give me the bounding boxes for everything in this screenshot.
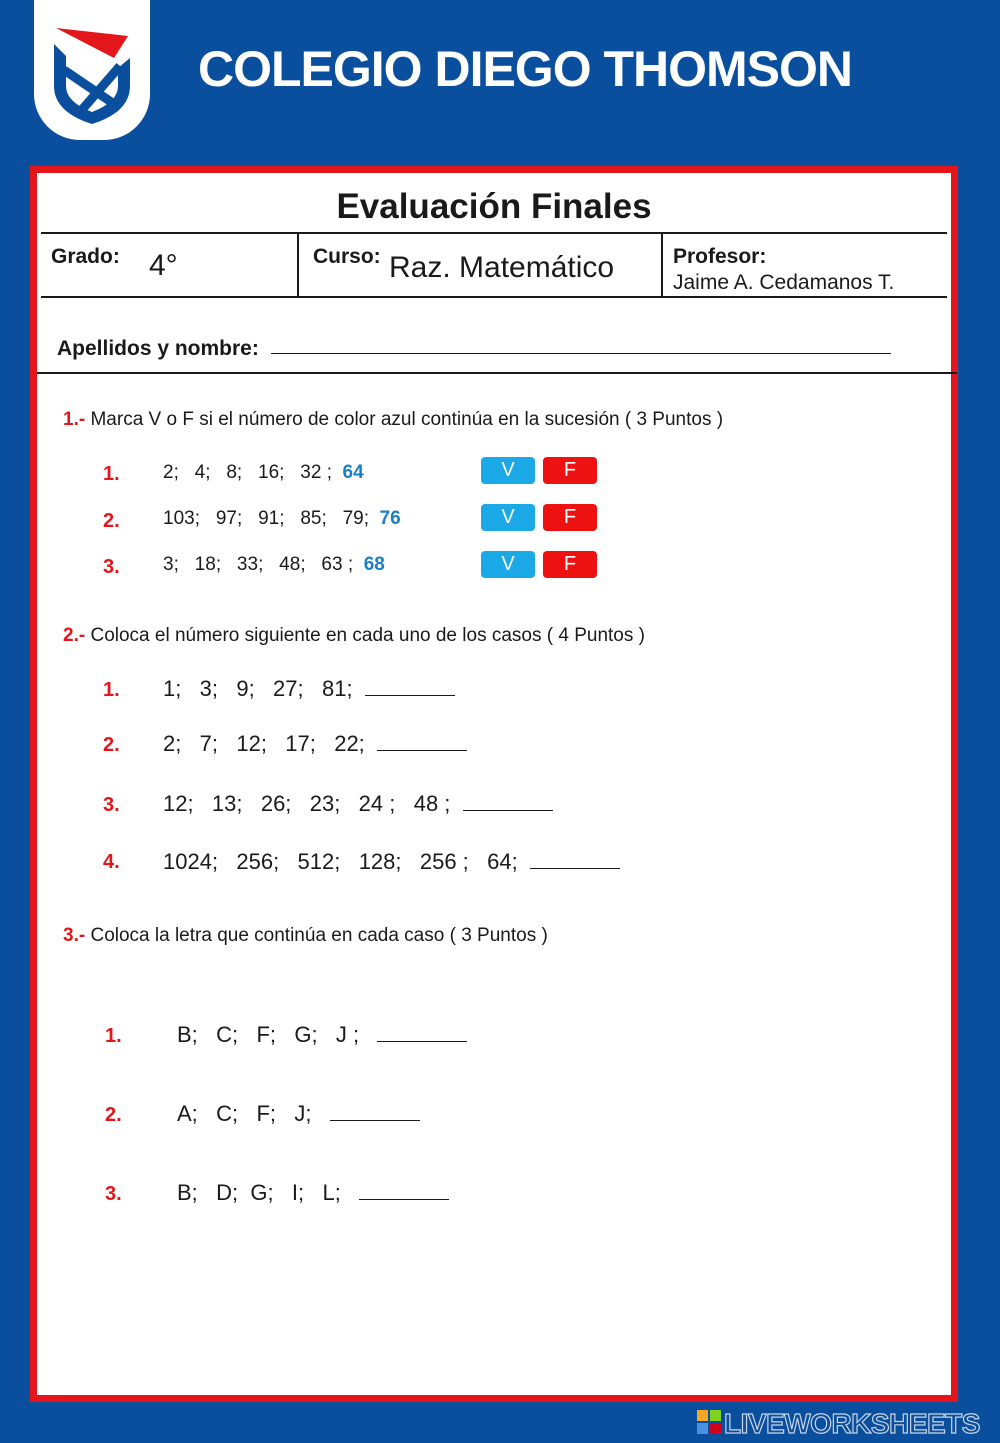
highlight-number: 64 xyxy=(342,462,364,483)
q1-sequence xyxy=(163,554,385,576)
q3-item-number: 2. xyxy=(105,1104,122,1126)
q3-sequence xyxy=(177,1101,420,1127)
question-1-title xyxy=(63,409,723,431)
sequence-text: 1; 3; 9; 27; 81; xyxy=(163,676,365,701)
liveworksheets-watermark: LIVEWORKSHEETS xyxy=(724,1408,980,1439)
profesor-value: Jaime A. Cedamanos T. xyxy=(673,271,895,294)
school-shield-logo xyxy=(34,0,150,140)
curso-value: Raz. Matemático xyxy=(389,251,615,284)
q2-item-number: 1. xyxy=(103,679,120,701)
answer-blank[interactable] xyxy=(530,850,620,869)
q3-item-number: 1. xyxy=(105,1025,122,1047)
name-input-line[interactable] xyxy=(271,353,891,354)
false-button[interactable]: F xyxy=(543,457,597,484)
q2-sequence xyxy=(163,849,620,875)
true-button[interactable]: V xyxy=(481,457,535,484)
sequence-text: B; D; G; I; L; xyxy=(177,1180,360,1205)
sequence-text: A; C; F; J; xyxy=(177,1101,330,1126)
question-2-title xyxy=(63,625,645,647)
name-label: Apellidos y nombre: xyxy=(57,337,259,360)
question-number: 2.- xyxy=(63,625,86,646)
q2-sequence xyxy=(163,731,467,757)
question-text: Coloca el número siguiente en cada uno de los casos ( 4 Puntos ) xyxy=(85,625,645,646)
divider xyxy=(41,296,947,298)
grado-label: Grado: xyxy=(51,245,120,268)
question-text: Marca V o F si el número de color azul continúa en la sucesión ( 3 Puntos ) xyxy=(85,409,724,430)
sequence-text: 12; 13; 26; 23; 24 ; 48 ; xyxy=(163,791,463,816)
answer-blank[interactable] xyxy=(365,677,455,696)
q1-sequence xyxy=(163,462,364,484)
page-title: Evaluación Finales xyxy=(336,187,652,226)
sequence-text: 2; 7; 12; 17; 22; xyxy=(163,731,378,756)
q3-sequence xyxy=(177,1180,449,1206)
sequence-text: 103; 97; 91; 85; 79; xyxy=(163,508,380,529)
answer-blank[interactable] xyxy=(377,732,467,751)
school-name: COLEGIO DIEGO THOMSON xyxy=(198,41,853,97)
q1-item-number: 1. xyxy=(103,463,120,485)
highlight-number: 76 xyxy=(379,508,401,529)
q2-item-number: 4. xyxy=(103,851,120,873)
question-3-title xyxy=(63,925,548,947)
profesor-label: Profesor: xyxy=(673,245,767,268)
q3-item-number: 3. xyxy=(105,1183,122,1205)
sequence-text: 3; 18; 33; 48; 63 ; xyxy=(163,554,364,575)
false-button[interactable]: F xyxy=(543,551,597,578)
question-number: 3.- xyxy=(63,925,86,946)
answer-blank[interactable] xyxy=(359,1181,449,1200)
question-number: 1.- xyxy=(63,409,86,430)
divider xyxy=(661,234,663,296)
q3-sequence xyxy=(177,1022,467,1048)
highlight-number: 68 xyxy=(363,554,385,575)
sequence-text: B; C; F; G; J ; xyxy=(177,1022,378,1047)
answer-blank[interactable] xyxy=(463,792,553,811)
curso-label: Curso: xyxy=(313,245,381,268)
true-button[interactable]: V xyxy=(481,551,535,578)
answer-blank[interactable] xyxy=(377,1023,467,1042)
q1-item-number: 2. xyxy=(103,510,120,532)
question-text: Coloca la letra que continúa en cada caso ( 3 Puntos ) xyxy=(85,925,548,946)
divider xyxy=(297,234,299,296)
answer-blank[interactable] xyxy=(330,1102,420,1121)
grado-value: 4° xyxy=(149,249,178,282)
q2-sequence xyxy=(163,676,455,702)
shield-emblem-icon xyxy=(34,0,150,140)
true-button[interactable]: V xyxy=(481,504,535,531)
sequence-text: 2; 4; 8; 16; 32 ; xyxy=(163,462,343,483)
sequence-text: 1024; 256; 512; 128; 256 ; 64; xyxy=(163,849,530,874)
worksheet xyxy=(30,166,958,1402)
q1-sequence xyxy=(163,508,401,530)
false-button[interactable]: F xyxy=(543,504,597,531)
q2-item-number: 2. xyxy=(103,734,120,756)
q2-sequence xyxy=(163,791,553,817)
divider xyxy=(37,372,957,374)
q1-item-number: 3. xyxy=(103,556,120,578)
divider xyxy=(41,232,947,234)
liveworksheets-logo-icon xyxy=(697,1410,721,1434)
q2-item-number: 3. xyxy=(103,794,120,816)
